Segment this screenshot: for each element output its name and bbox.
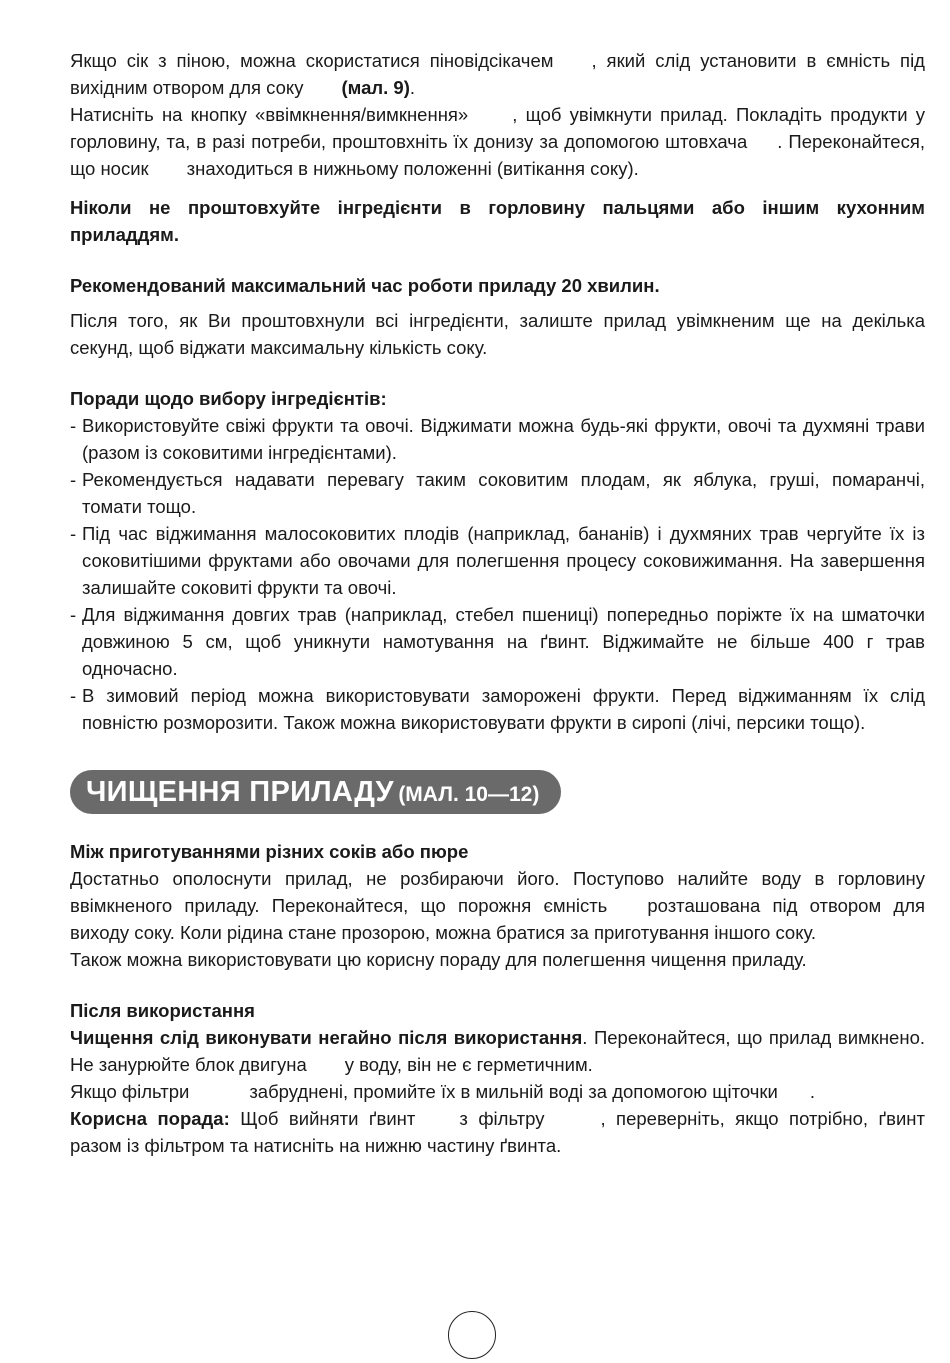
list-item: - В зимовий період можна використовувати заморожені фрукти. Перед віджиманням їх слід повністю розморозити. Також можна використовувати фрукти в сиропі (лічі, персики тощо).	[70, 685, 925, 733]
tips-list	[70, 412, 925, 736]
section-heading-cleaning	[70, 770, 561, 814]
intro-paragraph-foam: Якщо сік з піною, можна скористатися піновідсікачем , який слід установити в ємність під вихідним отвором для соку (мал. 9).	[70, 50, 925, 98]
after-push-paragraph: Після того, як Ви проштовхнули всі інгредієнти, залиште прилад увімкненим ще на декілька секунд, щоб віджати максимальну кількість соку.	[70, 310, 925, 358]
between-paragraph: Достатньо ополоснути прилад, не розбираючи його. Поступово налийте воду в горловину ввімкненого приладу. Переконайтеся, що порожня ємність розташована під отвором для виходу соку. Коли рідина стане прозорою, можна братися за приготування іншого соку.	[70, 868, 926, 943]
document-page	[70, 47, 925, 1159]
section-subtitle: (МАЛ. 10—12)	[398, 783, 540, 806]
between-tip: Також можна використовувати цю корисну пораду для полегшення чищення приладу.	[70, 949, 807, 970]
intro-paragraph-start: Натисніть на кнопку «ввімкнення/вимкнення» , щоб увімкнути прилад. Покладіть продукти у горловину, та, в разі потреби, проштовхніть їх донизу за допомогою штовхача . Переконайтеся, що носик знаходиться в нижньому положенні (витікання соку).	[70, 104, 926, 179]
max-time-note: Рекомендований максимальний час роботи приладу 20 хвилин.	[70, 275, 660, 296]
after-use-paragraph: Чищення слід виконувати негайно після використання. Переконайтеся, що прилад вимкнено. Не занурюйте блок двигуна у воду, він не є герметичним.	[70, 1027, 925, 1075]
intro-text: , який слід установити в ємність під вихідним отвором для соку	[70, 50, 925, 98]
list-item: - Під час віджимання малосоковитих плодів (наприклад, бананів) і духмяних трав чергуйте їх із соковитішими фруктами або овочами для полегшення процесу соковижимання. На завершення залишайте соковиті фрукти та овочі.	[70, 523, 925, 598]
section-title: ЧИЩЕННЯ ПРИЛАДУ	[86, 776, 394, 808]
after-use-heading: Після використання	[70, 1000, 255, 1021]
figure-reference: (мал. 9)	[341, 77, 410, 98]
between-heading: Між приготуваннями різних соків або пюре	[70, 841, 469, 862]
intro-text: Якщо сік з піною, можна скористатися піновідсікачем	[70, 50, 554, 71]
list-item: - Рекомендується надавати перевагу таким соковитим плодам, як яблука, груші, помаранчі, томати тощо.	[70, 469, 925, 517]
page-number-circle	[448, 1311, 496, 1359]
list-item: - Використовуйте свіжі фрукти та овочі. Віджимати можна будь-які фрукти, овочі та духмяні трави (разом із соковитими інгредієнтами).	[70, 415, 925, 463]
filters-paragraph: Якщо фільтри забруднені, промийте їх в мильній воді за допомогою щіточки .	[70, 1081, 815, 1102]
list-item: - Для віджимання довгих трав (наприклад, стебел пшениці) попередньо поріжте їх на шматочки довжиною 5 см, щоб уникнути намотування на ґвинт. Віджимайте не більше 400 г трав одночасно.	[70, 604, 925, 679]
useful-tip-paragraph: Корисна порада: Щоб вийняти ґвинт з фільтру , переверніть, якщо потрібно, ґвинт разом із фільтром та натисніть на нижню частину ґвинта.	[70, 1108, 925, 1156]
warning-text: Ніколи не проштовхуйте інгредієнти в горловину пальцями або іншим кухонним приладдям.	[70, 197, 925, 245]
tips-heading: Поради щодо вибору інгредієнтів:	[70, 388, 387, 409]
